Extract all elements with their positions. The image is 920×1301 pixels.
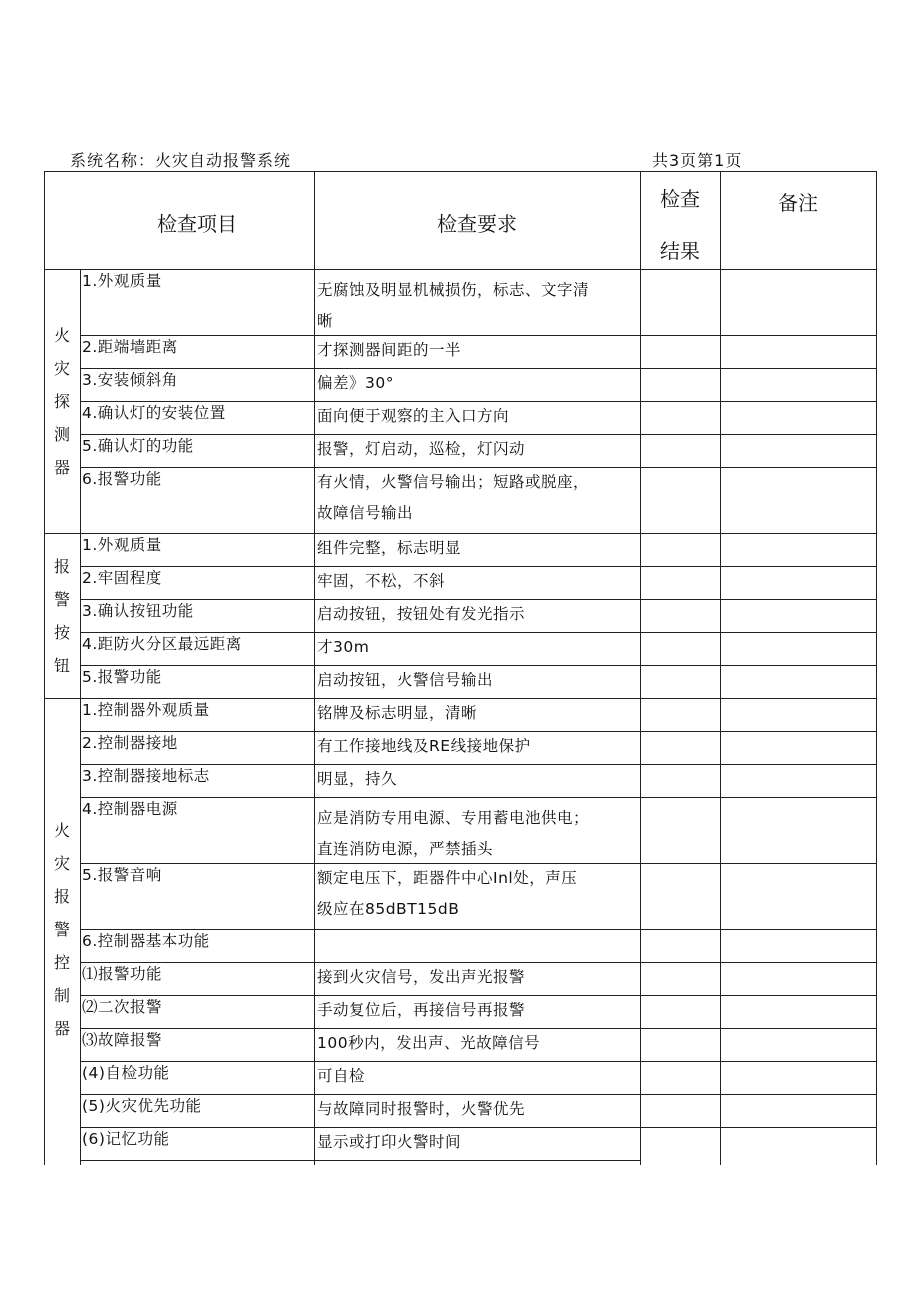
group-divider	[80, 269, 81, 1165]
group-label-char: 测	[53, 424, 70, 444]
check-requirement: 接到火灾信号，发出声光报警	[317, 968, 526, 986]
check-item: ⑶故障报警	[82, 1031, 163, 1049]
group-label-char: 报	[53, 886, 70, 906]
check-requirement: 无腐蚀及明显机械损伤，标志、文字清	[317, 281, 590, 299]
inspection-table	[44, 171, 876, 1165]
check-requirement: 有火情，火警信号输出；短路或脱座，	[317, 473, 590, 491]
check-requirement: 偏差》30°	[317, 374, 394, 392]
check-item: 2.控制器接地	[82, 734, 178, 752]
check-item: 3.安装倾斜角	[82, 371, 178, 389]
group-label-char: 警	[53, 919, 70, 939]
check-requirement: 明显，持久	[317, 770, 398, 788]
group-label-char: 探	[53, 391, 70, 411]
table-bottom-border	[80, 1160, 640, 1161]
row-border	[80, 368, 876, 369]
table-top-border	[44, 171, 876, 172]
row-border	[80, 566, 876, 567]
check-requirement: 故障信号输出	[317, 504, 414, 522]
group-label-char: 器	[53, 1018, 70, 1038]
group-label-char: 制	[53, 985, 70, 1005]
check-requirement: 启动按钮，火警信号输出	[317, 671, 494, 689]
column-divider	[640, 171, 641, 1165]
group-label-char: 灾	[53, 358, 70, 378]
check-requirement: 额定电压下，距器件中心Inl处，声压	[317, 869, 578, 887]
group-label	[45, 550, 79, 682]
check-requirement: 直连消防电源，严禁插头	[317, 840, 494, 858]
check-item: 5.确认灯的功能	[82, 437, 194, 455]
group-label-char: 灾	[53, 853, 70, 873]
check-requirement: 可自检	[317, 1067, 366, 1085]
table-right-border	[876, 171, 877, 1165]
check-requirement: 才30m	[317, 638, 370, 656]
check-item: 4.控制器电源	[82, 800, 178, 818]
column-header-result-line1: 检查	[660, 187, 700, 211]
check-requirement: 100秒内，发出声、光故障信号	[317, 1034, 541, 1052]
check-requirement: 启动按钮，按钮处有发光指示	[317, 605, 526, 623]
group-label-char: 钮	[53, 655, 70, 675]
page-indicator: 共3页第1页	[652, 151, 743, 170]
header-bottom-border	[44, 269, 876, 270]
check-item: 1.外观质量	[82, 536, 162, 554]
check-item: 6.报警功能	[82, 470, 162, 488]
check-item: 2.牢固程度	[82, 569, 162, 587]
check-requirement: 级应在85dBT15dB	[317, 900, 460, 918]
group-label-char: 警	[53, 589, 70, 609]
group-label-char: 火	[53, 325, 70, 345]
check-requirement: 铭牌及标志明显，清晰	[317, 704, 478, 722]
check-requirement: 报警，灯启动，巡检，灯闪动	[317, 440, 526, 458]
column-header-item: 检查项目	[157, 212, 237, 236]
check-requirement: 有工作接地线及RE线接地保护	[317, 737, 531, 755]
check-item: 3.确认按钮功能	[82, 602, 194, 620]
column-divider	[314, 171, 315, 1165]
group-label-char: 报	[53, 556, 70, 576]
check-item: 5.报警音响	[82, 866, 162, 884]
check-item: 6.控制器基本功能	[82, 932, 210, 950]
group-label-char: 器	[53, 457, 70, 477]
check-requirement: 晰	[317, 312, 334, 330]
row-border	[80, 1127, 876, 1128]
row-border	[80, 797, 876, 798]
check-item: 1.控制器外观质量	[82, 701, 210, 719]
column-divider	[720, 171, 721, 1165]
column-header-requirement: 检查要求	[437, 212, 517, 236]
check-requirement: 组件完整，标志明显	[317, 539, 462, 557]
check-item: 3.控制器接地标志	[82, 767, 210, 785]
check-requirement: 应是消防专用电源、专用蓄电池供电；	[317, 809, 590, 827]
check-requirement: 牢固，不松，不斜	[317, 572, 446, 590]
group-label-char: 按	[53, 622, 70, 642]
check-requirement: 与故障同时报警时，火警优先	[317, 1100, 526, 1118]
column-header-remark: 备注	[778, 191, 818, 215]
check-item: 5.报警功能	[82, 668, 162, 686]
column-header-result-line2: 结果	[660, 239, 700, 263]
row-border	[80, 1061, 876, 1062]
system-name-label: 系统名称：火灾自动报警系统	[70, 151, 292, 170]
row-border	[80, 335, 876, 336]
check-item: (4)自检功能	[82, 1064, 170, 1082]
check-item: ⑵二次报警	[82, 998, 163, 1016]
check-requirement: 手动复位后，再接信号再报警	[317, 1001, 526, 1019]
check-item: 4.确认灯的安装位置	[82, 404, 226, 422]
check-item: 2.距端墙距离	[82, 338, 178, 356]
group-label	[45, 814, 79, 1045]
check-item: 4.距防火分区最远距离	[82, 635, 242, 653]
group-label	[45, 319, 79, 484]
check-requirement: 面向便于观察的主入口方向	[317, 407, 510, 425]
group-label-char: 控	[53, 952, 70, 972]
check-item: (6)记忆功能	[82, 1130, 170, 1148]
check-requirement: 才探测器间距的一半	[317, 341, 462, 359]
check-item: ⑴报警功能	[82, 965, 163, 983]
check-item: 1.外观质量	[82, 272, 162, 290]
group-label-char: 火	[53, 820, 70, 840]
check-item: (5)火灾优先功能	[82, 1097, 202, 1115]
check-requirement: 显示或打印火警时间	[317, 1133, 462, 1151]
